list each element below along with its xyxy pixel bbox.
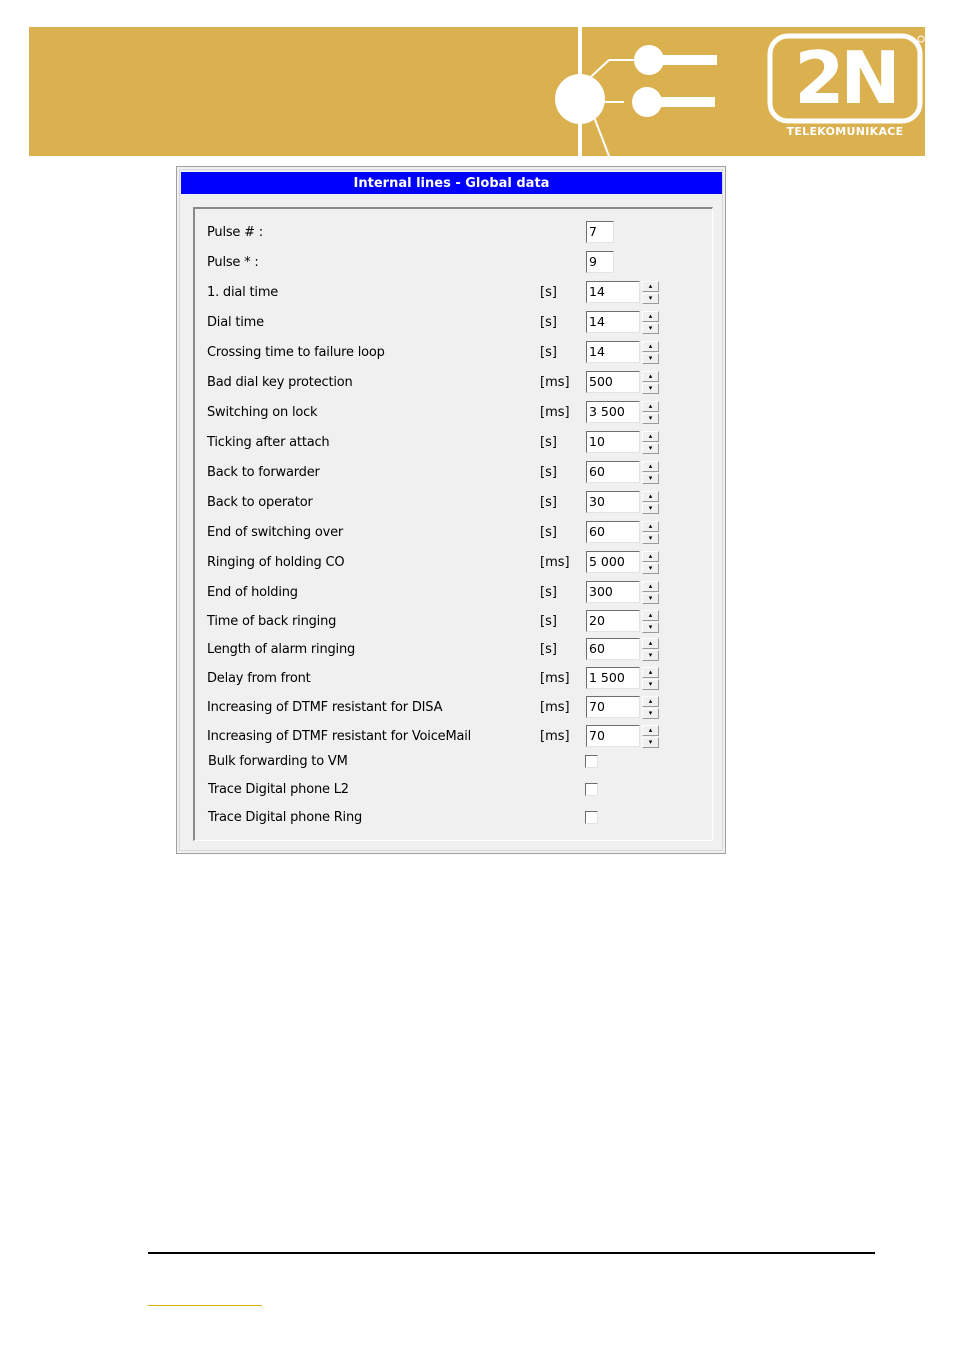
unit-label: [ms] bbox=[540, 700, 570, 715]
unit-label: [s] bbox=[540, 465, 557, 480]
spin-up-icon[interactable]: ▴ bbox=[642, 401, 659, 412]
setting-row-crossing-time-to-failure-loop bbox=[177, 341, 717, 365]
bad-dial-key-protection-input[interactable]: 500 bbox=[586, 371, 640, 393]
setting-label: Bad dial key protection bbox=[207, 375, 353, 390]
setting-row-ringing-of-holding-co bbox=[177, 551, 717, 575]
setting-label: Crossing time to failure loop bbox=[207, 345, 385, 360]
spin-down-icon[interactable]: ▾ bbox=[642, 650, 659, 661]
logo-2n: 2N bbox=[794, 36, 897, 120]
setting-label: Time of back ringing bbox=[207, 614, 337, 629]
setting-row-increasing-of-dtmf-resistant-for-voicemail bbox=[177, 725, 717, 749]
unit-label: [s] bbox=[540, 285, 557, 300]
spin-buttons bbox=[642, 551, 659, 574]
dialog-title: Internal lines - Global data bbox=[353, 175, 550, 191]
spin-buttons bbox=[642, 341, 659, 364]
trace-digital-phone-l2-checkbox[interactable] bbox=[585, 783, 598, 796]
spin-up-icon[interactable]: ▴ bbox=[642, 725, 659, 736]
spin-up-icon[interactable]: ▴ bbox=[642, 431, 659, 442]
setting-label: Increasing of DTMF resistant for DISA bbox=[207, 700, 443, 715]
spin-up-icon[interactable]: ▴ bbox=[642, 610, 659, 621]
switching-on-lock-input[interactable]: 3 500 bbox=[586, 401, 640, 423]
back-to-forwarder-input[interactable]: 60 bbox=[586, 461, 640, 483]
spin-down-icon[interactable]: ▾ bbox=[642, 622, 659, 633]
pulse-input[interactable]: 9 bbox=[586, 251, 614, 273]
unit-label: [s] bbox=[540, 435, 557, 450]
spin-down-icon[interactable]: ▾ bbox=[642, 353, 659, 364]
spin-up-icon[interactable]: ▴ bbox=[642, 638, 659, 649]
spin-down-icon[interactable]: ▾ bbox=[642, 563, 659, 574]
spin-down-icon[interactable]: ▾ bbox=[642, 708, 659, 719]
setting-row-delay-from-front bbox=[177, 667, 717, 691]
setting-label: Ringing of holding CO bbox=[207, 555, 345, 570]
unit-label: [s] bbox=[540, 614, 557, 629]
setting-row-1-dial-time bbox=[177, 281, 717, 305]
end-of-holding-input[interactable]: 300 bbox=[586, 581, 640, 603]
end-of-switching-over-input[interactable]: 60 bbox=[586, 521, 640, 543]
setting-label: Back to forwarder bbox=[207, 465, 320, 480]
spin-down-icon[interactable]: ▾ bbox=[642, 533, 659, 544]
setting-label: Pulse * : bbox=[207, 255, 259, 270]
setting-label: Length of alarm ringing bbox=[207, 642, 356, 657]
bulk-forwarding-to-vm-checkbox[interactable] bbox=[585, 755, 598, 768]
spin-buttons bbox=[642, 581, 659, 604]
spin-down-icon[interactable]: ▾ bbox=[642, 593, 659, 604]
spin-buttons bbox=[642, 491, 659, 514]
spin-down-icon[interactable]: ▾ bbox=[642, 473, 659, 484]
unit-label: [s] bbox=[540, 642, 557, 657]
spin-up-icon[interactable]: ▴ bbox=[642, 341, 659, 352]
crossing-time-to-failure-loop-input[interactable]: 14 bbox=[586, 341, 640, 363]
checkbox-label: Bulk forwarding to VM bbox=[208, 754, 348, 769]
checkbox-label: Trace Digital phone L2 bbox=[208, 782, 349, 797]
dialog-title-bar bbox=[181, 172, 722, 194]
setting-row-dial-time bbox=[177, 311, 717, 335]
spin-buttons bbox=[642, 667, 659, 690]
spin-buttons bbox=[642, 401, 659, 424]
unit-label: [ms] bbox=[540, 405, 570, 420]
length-of-alarm-ringing-input[interactable]: 60 bbox=[586, 638, 640, 660]
setting-label: Switching on lock bbox=[207, 405, 318, 420]
ringing-of-holding-co-input[interactable]: 5 000 bbox=[586, 551, 640, 573]
setting-label: End of holding bbox=[207, 585, 298, 600]
pulse-input[interactable]: 7 bbox=[586, 221, 614, 243]
setting-label: Back to operator bbox=[207, 495, 313, 510]
spin-down-icon[interactable]: ▾ bbox=[642, 413, 659, 424]
setting-label: 1. dial time bbox=[207, 285, 279, 300]
spin-buttons bbox=[642, 281, 659, 304]
spin-up-icon[interactable]: ▴ bbox=[642, 311, 659, 322]
spin-up-icon[interactable]: ▴ bbox=[642, 581, 659, 592]
setting-label: Ticking after attach bbox=[207, 435, 330, 450]
setting-row-end-of-holding bbox=[177, 581, 717, 605]
spin-up-icon[interactable]: ▴ bbox=[642, 696, 659, 707]
setting-row-pulse bbox=[177, 221, 717, 245]
spin-buttons bbox=[642, 725, 659, 748]
spin-down-icon[interactable]: ▾ bbox=[642, 737, 659, 748]
spin-buttons bbox=[642, 461, 659, 484]
spin-buttons bbox=[642, 431, 659, 454]
unit-label: [s] bbox=[540, 345, 557, 360]
checkbox-label: Trace Digital phone Ring bbox=[208, 810, 363, 825]
spin-buttons bbox=[642, 610, 659, 633]
spin-buttons bbox=[642, 371, 659, 394]
logo-tagline: TELEKOMUNIKACE bbox=[786, 125, 904, 138]
setting-row-switching-on-lock bbox=[177, 401, 717, 425]
time-of-back-ringing-input[interactable]: 20 bbox=[586, 610, 640, 632]
spin-down-icon[interactable]: ▾ bbox=[642, 503, 659, 514]
spin-up-icon[interactable]: ▴ bbox=[642, 521, 659, 532]
footer-link[interactable] bbox=[148, 1305, 262, 1306]
header-banner bbox=[29, 27, 925, 156]
back-to-operator-input[interactable]: 30 bbox=[586, 491, 640, 513]
unit-label: [ms] bbox=[540, 729, 570, 744]
setting-row-increasing-of-dtmf-resistant-for-disa bbox=[177, 696, 717, 720]
spin-down-icon[interactable]: ▾ bbox=[642, 293, 659, 304]
unit-label: [s] bbox=[540, 585, 557, 600]
setting-label: Increasing of DTMF resistant for VoiceMail bbox=[207, 729, 472, 744]
setting-row-back-to-operator bbox=[177, 491, 717, 515]
setting-row-pulse bbox=[177, 251, 717, 275]
spin-buttons bbox=[642, 311, 659, 334]
checkbox-row-bulk-forwarding-to-vm bbox=[177, 750, 717, 774]
checkbox-row-trace-digital-phone-l2 bbox=[177, 778, 717, 802]
spin-down-icon[interactable]: ▾ bbox=[642, 323, 659, 334]
checkbox-row-trace-digital-phone-ring bbox=[177, 806, 717, 830]
spin-buttons bbox=[642, 521, 659, 544]
spin-up-icon[interactable]: ▴ bbox=[642, 667, 659, 678]
spin-down-icon[interactable]: ▾ bbox=[642, 383, 659, 394]
spin-buttons bbox=[642, 638, 659, 661]
unit-label: [s] bbox=[540, 315, 557, 330]
delay-from-front-input[interactable]: 1 500 bbox=[586, 667, 640, 689]
unit-label: [ms] bbox=[540, 671, 570, 686]
setting-row-back-to-forwarder bbox=[177, 461, 717, 485]
setting-row-end-of-switching-over bbox=[177, 521, 717, 545]
spin-up-icon[interactable]: ▴ bbox=[642, 281, 659, 292]
setting-label: Delay from front bbox=[207, 671, 311, 686]
setting-label: Pulse # : bbox=[207, 225, 263, 240]
spin-down-icon[interactable]: ▾ bbox=[642, 679, 659, 690]
dial-time-input[interactable]: 14 bbox=[586, 311, 640, 333]
spin-up-icon[interactable]: ▴ bbox=[642, 371, 659, 382]
footer-divider bbox=[148, 1252, 875, 1254]
setting-row-time-of-back-ringing bbox=[177, 610, 717, 634]
setting-row-ticking-after-attach bbox=[177, 431, 717, 455]
increasing-of-dtmf-resistant-for-disa-input[interactable]: 70 bbox=[586, 696, 640, 718]
increasing-of-dtmf-resistant-for-voicemail-input[interactable]: 70 bbox=[586, 725, 640, 747]
spin-up-icon[interactable]: ▴ bbox=[642, 461, 659, 472]
global-data-dialog bbox=[176, 166, 726, 854]
spin-buttons bbox=[642, 696, 659, 719]
unit-label: [ms] bbox=[540, 555, 570, 570]
unit-label: [s] bbox=[540, 525, 557, 540]
setting-row-length-of-alarm-ringing bbox=[177, 638, 717, 662]
unit-label: [s] bbox=[540, 495, 557, 510]
setting-label: End of switching over bbox=[207, 525, 344, 540]
unit-label: [ms] bbox=[540, 375, 570, 390]
spin-up-icon[interactable]: ▴ bbox=[642, 491, 659, 502]
trace-digital-phone-ring-checkbox[interactable] bbox=[585, 811, 598, 824]
setting-label: Dial time bbox=[207, 315, 264, 330]
1-dial-time-input[interactable]: 14 bbox=[586, 281, 640, 303]
ticking-after-attach-input[interactable]: 10 bbox=[586, 431, 640, 453]
spin-up-icon[interactable]: ▴ bbox=[642, 551, 659, 562]
spin-down-icon[interactable]: ▾ bbox=[642, 443, 659, 454]
setting-row-bad-dial-key-protection bbox=[177, 371, 717, 395]
